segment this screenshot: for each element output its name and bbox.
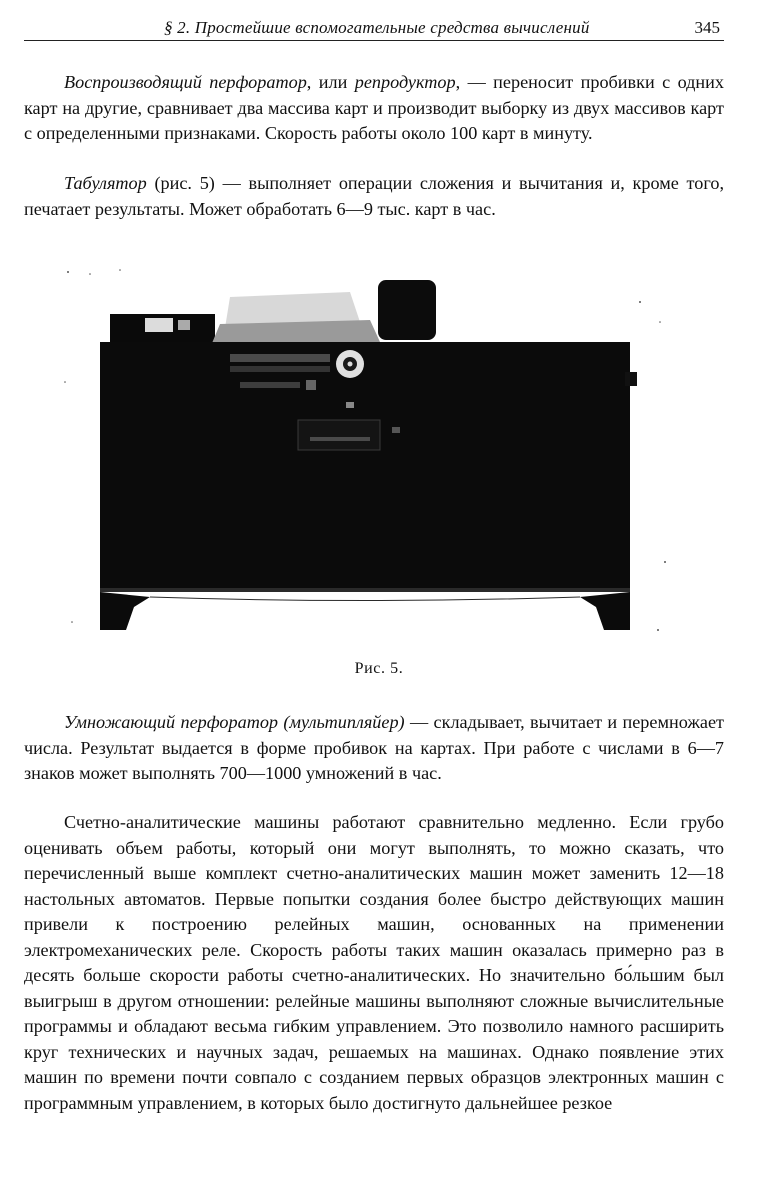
term-multiplier: Умножающий перфоратор (мультипляйер) bbox=[64, 712, 405, 732]
running-header bbox=[24, 18, 724, 41]
figure-caption: Рис. 5. bbox=[354, 660, 404, 677]
paragraph-reproducer bbox=[24, 70, 724, 147]
indicator bbox=[346, 402, 354, 408]
base-edge bbox=[100, 588, 630, 592]
term-tabulator: Табулятор bbox=[64, 173, 147, 193]
motor-housing bbox=[378, 280, 436, 340]
term-connector: , или bbox=[306, 72, 355, 92]
paragraph-multiplier bbox=[24, 710, 724, 787]
dial-hub bbox=[348, 362, 353, 367]
page-number: 345 bbox=[694, 18, 720, 37]
paragraph-relay-machines: Счетно-аналитические машины работают сравнительно медленно. Если грубо оценивать объем работы, который они могут выполнять, то можно сказать, что перечисленный выше комплект счетно-аналитических машин может заменить 12—18 настольных автоматов. Первые попытки создания более быстро действующих машин привели к построению релейных машин, основанных на применении электромеханических реле. Скорость работы таких машин оказалась примерно раз в десять больше скорости работы счетно-аналитических. Но значительно бо́льшим был выигрыш в другом отношении: релейные машины выполняют сложные вычислительные программы и обладают весьма гибким управлением. Это позволило намного расширить круг технических и научных задач, решаемых на машинах. Однако появление этих машин по времени почти совпало с созданием первых образцов электронных машин с программным управлением, в которых было достигнуто дальнейшее резкое bbox=[24, 812, 724, 1113]
paragraph-text: (рис. 5) — выполняет операции сложения и вычитания и, кроме того, печатает результаты. Может обработать 6—9 тыс. карт в час. bbox=[24, 173, 724, 219]
paragraph-text: — складывает, вычитает и перемножает числа. Результат выдается в форме пробивок на картах. При работе с числами в 6—7 знаков может выполнять 700—1000 умножений в час. bbox=[24, 712, 724, 783]
type-bar-row bbox=[230, 354, 330, 362]
figure-tabulator-photo bbox=[60, 262, 680, 642]
panel-mark bbox=[392, 427, 400, 433]
label-plate bbox=[145, 318, 173, 332]
right-leg bbox=[580, 592, 630, 630]
term-reproducer: репродуктор bbox=[354, 72, 456, 92]
type-bar-row bbox=[230, 366, 330, 372]
front-panel bbox=[298, 420, 380, 450]
paragraph-tabulator bbox=[24, 171, 724, 222]
tabulator-machine-illustration bbox=[60, 262, 680, 642]
paragraph-text: , — переносит пробивки с одних карт на другие, сравнивает два массива карт и производит выборку из двух массивов карт с определенными признаками. Скорость работы около 100 карт в минуту. bbox=[24, 72, 724, 143]
header-title: § 2. Простейшие вспомогательные средства вычислений bbox=[164, 18, 590, 37]
small-plate bbox=[178, 320, 190, 330]
underside-line bbox=[150, 597, 580, 601]
panel-slot bbox=[310, 437, 370, 441]
left-leg bbox=[100, 592, 150, 630]
counter-row bbox=[240, 382, 300, 388]
switch bbox=[306, 380, 316, 390]
side-handle bbox=[625, 372, 637, 386]
machine-body bbox=[100, 342, 630, 592]
term-reproducing-perforator: Воспроизводящий перфоратор bbox=[64, 72, 307, 92]
